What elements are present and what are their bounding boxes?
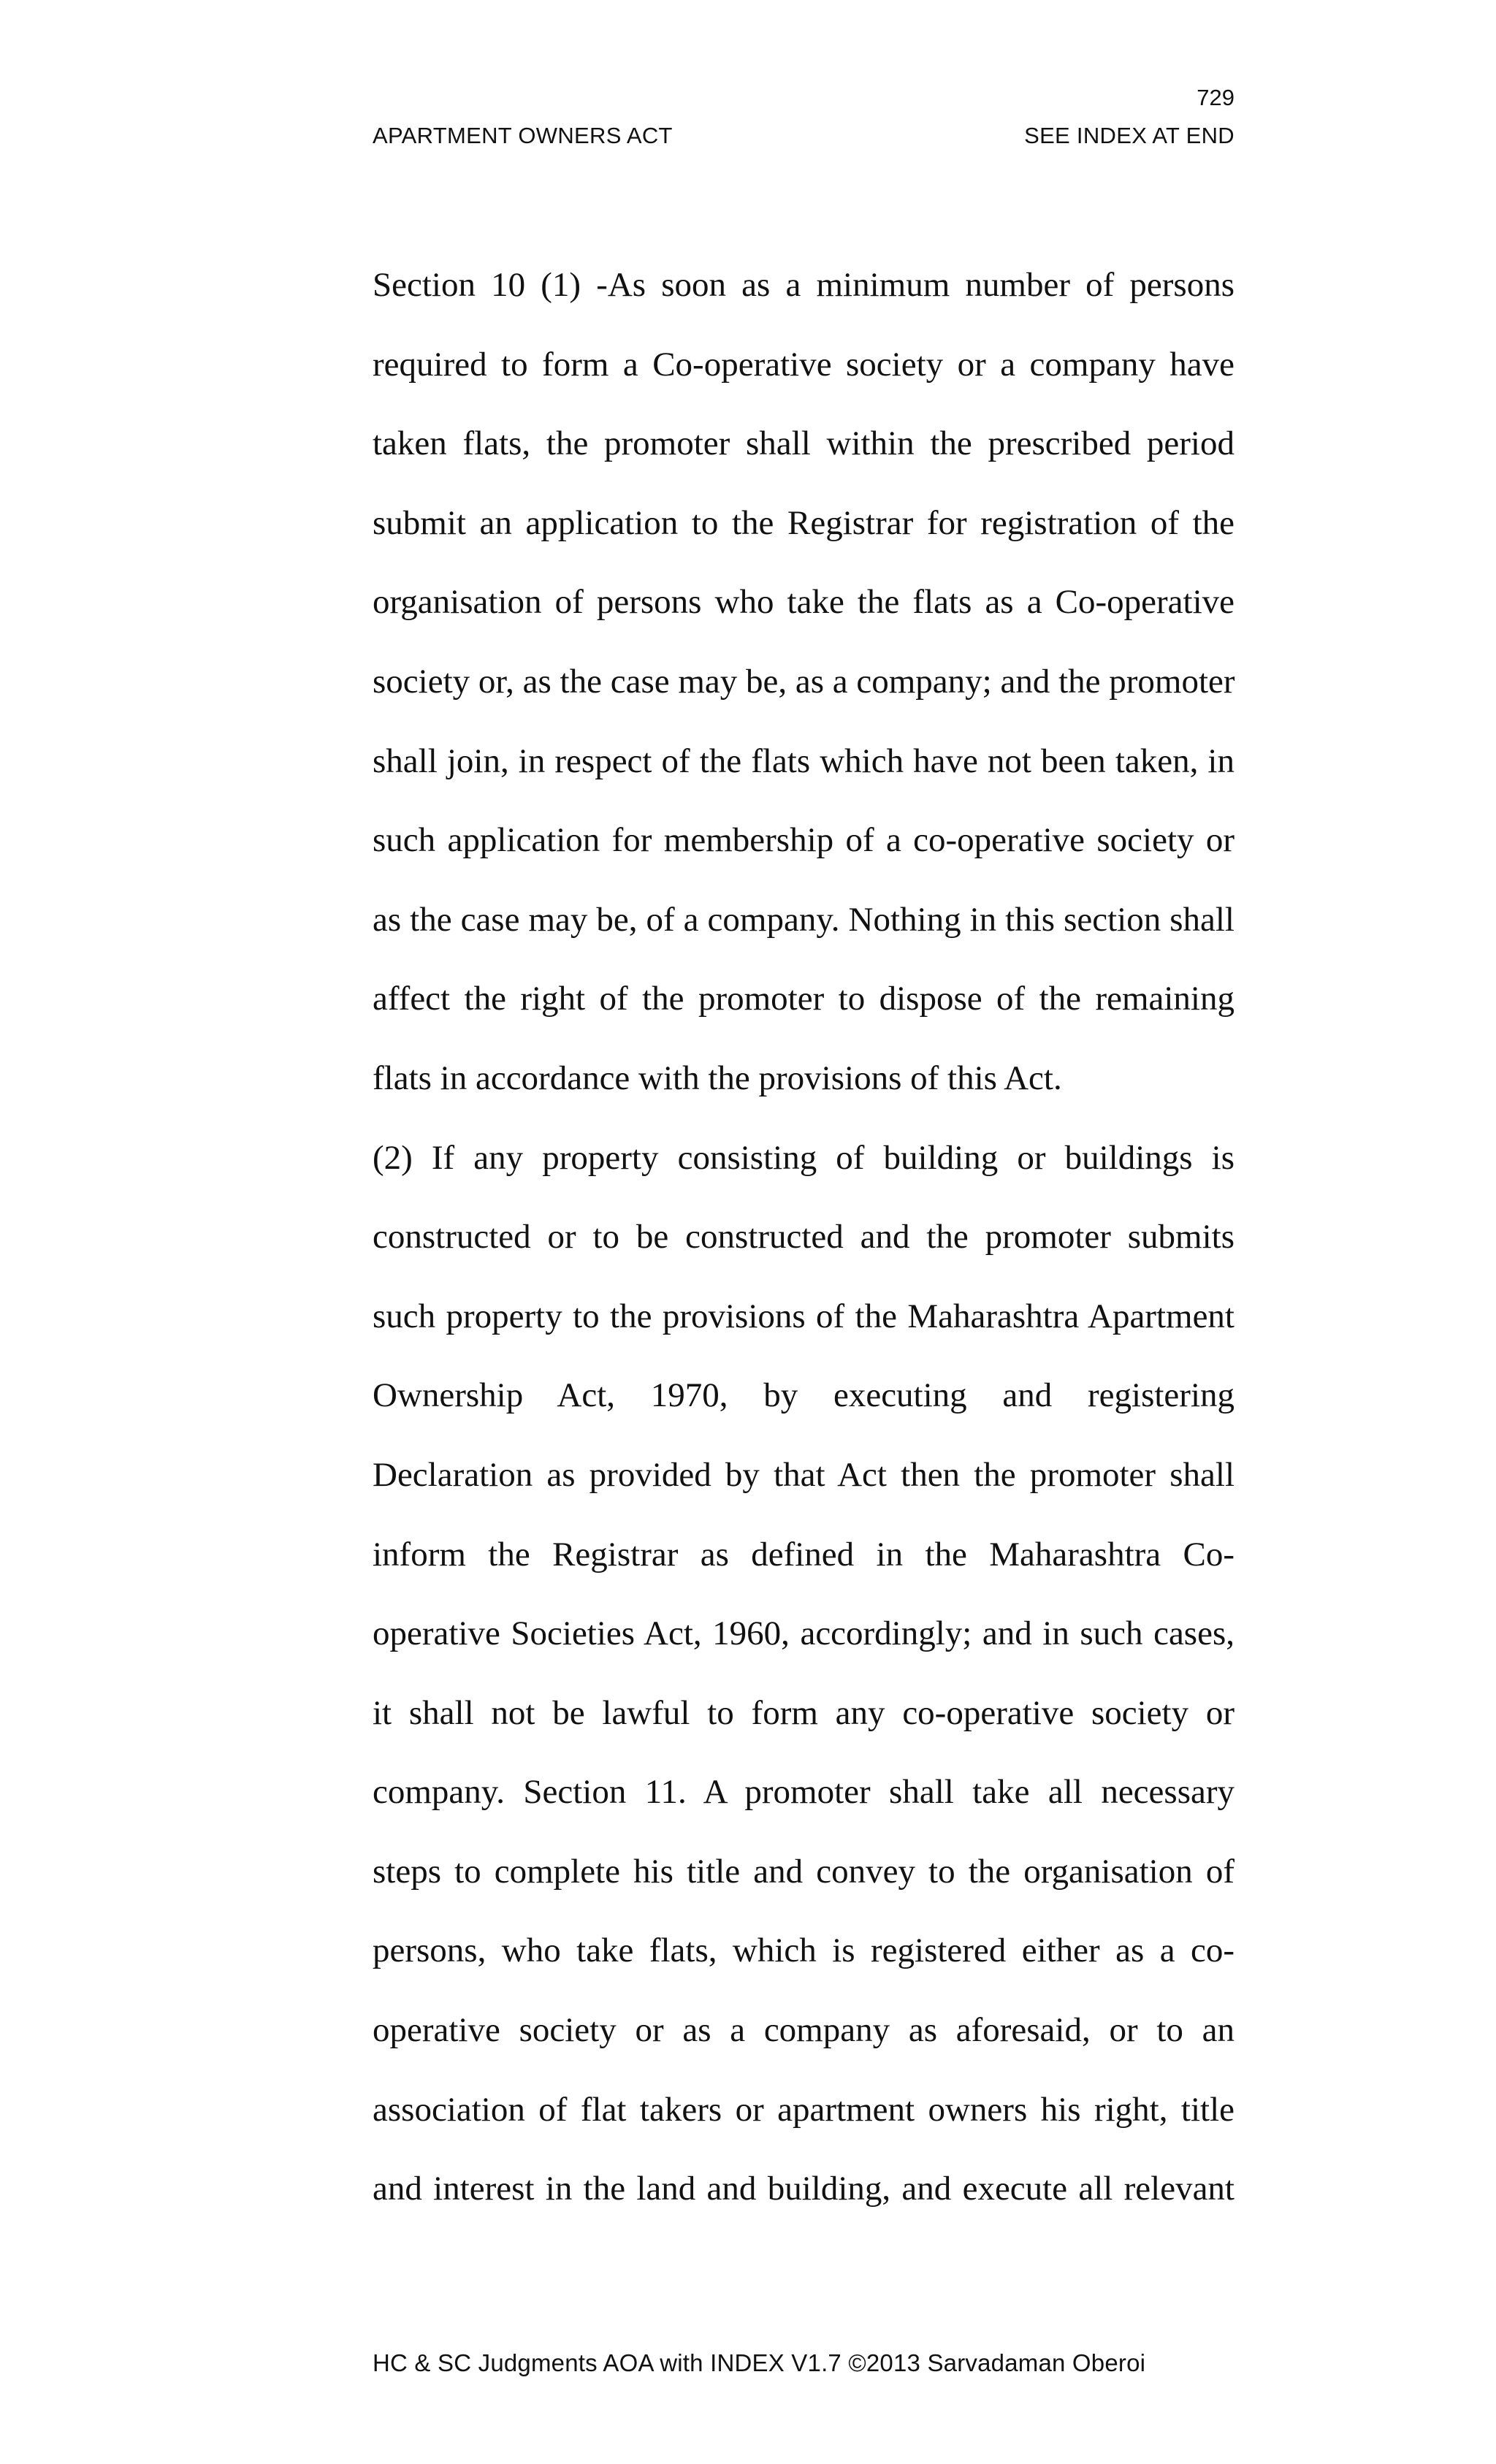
- body-line: operative Societies Act, 1960, accordingly; and in such cases,: [373, 1614, 1234, 1653]
- page-number: 729: [1197, 85, 1234, 110]
- body-line: submit an application to the Registrar for registration of the: [373, 503, 1234, 542]
- body-line: (2) If any property consisting of building or buildings is: [373, 1138, 1234, 1177]
- body-line: constructed or to be constructed and the promoter submits: [373, 1218, 1234, 1256]
- body-line: company. Section 11. A promoter shall take all necessary: [373, 1773, 1234, 1812]
- running-header-left: APARTMENT OWNERS ACT: [373, 123, 673, 148]
- body-line: required to form a Co-operative society or a company have: [373, 345, 1234, 384]
- body-line: and interest in the land and building, and execute all relevant: [373, 2170, 1234, 2208]
- body-line: steps to complete his title and convey to the organisation of: [373, 1852, 1234, 1891]
- body-line: society or, as the case may be, as a company; and the promoter: [373, 662, 1235, 701]
- body-line: association of flat takers or apartment owners his right, title: [373, 2090, 1234, 2129]
- body-line: taken flats, the promoter shall within the prescribed period: [373, 424, 1234, 463]
- body-line: Declaration as provided by that Act then the promoter shall: [373, 1455, 1234, 1494]
- body-line: it shall not be lawful to form any co-operative society or: [373, 1693, 1234, 1732]
- body-line: inform the Registrar as defined in the Maharashtra Co-: [373, 1535, 1234, 1574]
- body-line: operative society or as a company as aforesaid, or to an: [373, 2011, 1234, 2050]
- body-line: flats in accordance with the provisions of this Act.: [373, 1059, 1062, 1097]
- body-text: [373, 260, 1234, 2243]
- body-line: as the case may be, of a company. Nothing in this section shall: [373, 900, 1234, 939]
- page-footer: HC & SC Judgments AOA with INDEX V1.7 ©2013 Sarvadaman Oberoi: [373, 2349, 1146, 2376]
- running-header-right: SEE INDEX AT END: [1024, 123, 1234, 148]
- body-line: such application for membership of a co-operative society or: [373, 821, 1234, 860]
- body-line: affect the right of the promoter to dispose of the remaining: [373, 980, 1234, 1018]
- body-line: organisation of persons who take the flats as a Co-operative: [373, 583, 1234, 622]
- body-line: such property to the provisions of the Maharashtra Apartment: [373, 1297, 1234, 1335]
- body-line: persons, who take flats, which is registered either as a co-: [373, 1931, 1234, 1970]
- body-line: Section 10 (1) -As soon as a minimum number of persons: [373, 266, 1234, 304]
- body-line: Ownership Act, 1970, by executing and registering: [373, 1376, 1234, 1415]
- body-line: shall join, in respect of the flats which have not been taken, in: [373, 741, 1234, 780]
